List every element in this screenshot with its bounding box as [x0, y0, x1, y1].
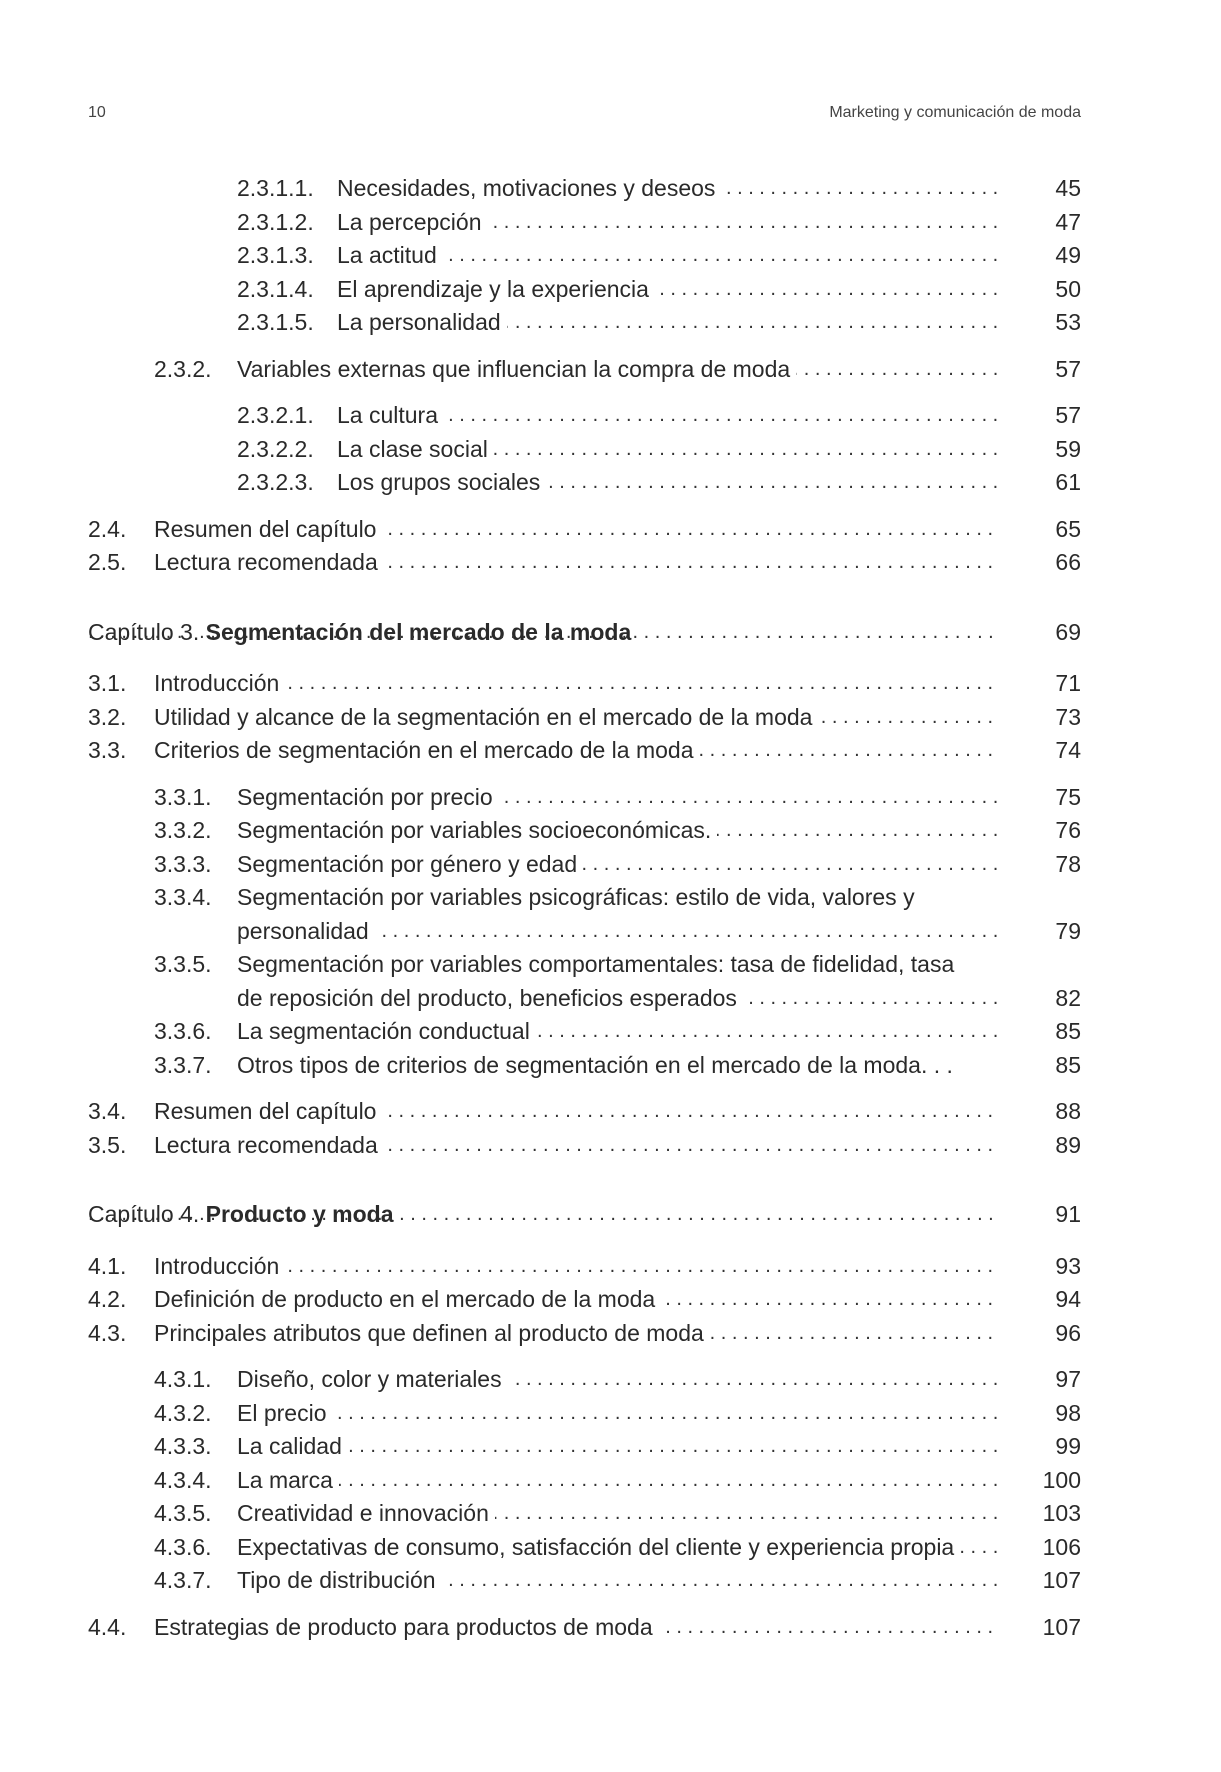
toc-entry [88, 1397, 1081, 1431]
toc-entry-page: 57 [1055, 355, 1081, 382]
toc-entry [88, 667, 1081, 701]
toc-entry-title-text: Los grupos sociales [337, 469, 546, 495]
toc-entry-page: 91 [1055, 1201, 1081, 1227]
toc-entry-title-text: La segmentación conductual [237, 1018, 536, 1044]
toc-entry-title-text: Creatividad e innovación [237, 1500, 495, 1526]
toc-entry-title-text: La percepción [337, 209, 488, 235]
toc-entry-title-text: La marca [237, 1467, 339, 1493]
toc-entry-number: 3.3.4. [154, 884, 212, 910]
toc-entry [88, 781, 1081, 815]
toc-entry [88, 1283, 1081, 1317]
toc-entry-title [154, 1095, 998, 1129]
toc-entry [88, 546, 1081, 580]
toc-entry-title [237, 1531, 998, 1565]
toc-entry-title [154, 513, 998, 547]
toc-entry-page: 76 [1055, 817, 1081, 843]
toc-entry [88, 1095, 1081, 1129]
toc-entry-title [154, 1611, 998, 1645]
toc-entry-title [237, 948, 998, 1015]
toc-entry-title-text: Resumen del capítulo [154, 516, 382, 542]
toc-entry-title-text: Variables externas que influencian la compra de moda [237, 356, 796, 382]
toc-entry-page: 57 [1055, 402, 1081, 428]
toc-entry-page: 97 [1055, 1366, 1081, 1392]
toc-entry-title-text: Introducción [154, 1253, 285, 1279]
toc-entry-page: 78 [1055, 850, 1081, 877]
toc-entry-number: 4.3. [88, 1319, 127, 1346]
toc-entry-page: 47 [1055, 208, 1081, 235]
toc-entry [88, 239, 1081, 273]
toc-entry-page: 71 [1055, 670, 1081, 696]
toc-entry-number: 3.3.5. [154, 951, 212, 977]
toc-entry-page: 82 [1055, 984, 1081, 1011]
toc-entry-title-text: Utilidad y alcance de la segmentación en el mercado de la moda [154, 704, 818, 730]
toc-entry-title [237, 1363, 998, 1397]
toc-chapter-entry [88, 616, 1081, 650]
toc-entry-title [237, 848, 998, 882]
toc-entry [88, 701, 1081, 735]
toc-entry [88, 1464, 1081, 1498]
toc-entry [88, 306, 1081, 340]
toc-entry-page: 75 [1055, 783, 1081, 810]
toc-entry-number: 2.3.2. [154, 355, 212, 382]
toc-entry-page: 107 [1042, 1613, 1081, 1640]
toc-entry-title [154, 546, 998, 580]
toc-entry-number: 3.5. [88, 1131, 127, 1158]
toc-entry-title [337, 172, 998, 206]
toc-entry-title [237, 781, 998, 815]
toc-entry-title-text: Definición de producto en el mercado de la moda [154, 1286, 661, 1312]
toc-entry-title-text: Lectura recomendada [154, 1132, 384, 1158]
header-page-number: 10 [88, 104, 106, 121]
toc-entry-number: 3.3.1. [154, 783, 212, 810]
toc-entry-title [237, 1430, 998, 1464]
toc-entry-title [237, 814, 998, 848]
toc-entry-title-text: Necesidades, motivaciones y deseos [337, 175, 721, 201]
toc-entry-number: 3.3. [88, 737, 127, 763]
toc-entry [88, 1611, 1081, 1645]
toc-entry-title-text: Expectativas de consumo, satisfacción del cliente y experiencia propia [237, 1534, 960, 1560]
toc-entry-title-text: El aprendizaje y la experiencia [337, 276, 655, 302]
toc-entry-page: 94 [1055, 1286, 1081, 1312]
toc-entry-page: 85 [1055, 1051, 1081, 1078]
toc-entry-page: 89 [1055, 1131, 1081, 1158]
toc-entry [88, 814, 1081, 848]
page-header [88, 104, 1081, 128]
toc-entry-page: 85 [1055, 1018, 1081, 1044]
toc-entry [88, 1430, 1081, 1464]
toc-entry-page: 88 [1055, 1098, 1081, 1124]
toc-entry-title-text: Estrategias de producto para productos de moda [154, 1614, 659, 1640]
toc-entry [88, 948, 1081, 1015]
toc-entry-title [337, 306, 998, 340]
toc-entry-title-text: La actitud [337, 242, 443, 268]
toc-entry-number: 4.3.2. [154, 1399, 212, 1426]
toc-entry-page: 49 [1055, 242, 1081, 268]
toc-entry [88, 466, 1081, 500]
chapter-label: Capítulo 4. [88, 1201, 200, 1227]
toc-entry [88, 1317, 1081, 1351]
toc-entry [88, 399, 1081, 433]
toc-entry-number: 2.3.1.4. [237, 275, 314, 302]
toc-entry-title [337, 239, 998, 273]
toc-entry-title-text: La personalidad [337, 309, 507, 335]
toc-entry-number: 4.2. [88, 1286, 127, 1312]
toc-entry [88, 1531, 1081, 1565]
toc-entry [88, 1497, 1081, 1531]
toc-entry-title-text: Lectura recomendada [154, 549, 384, 575]
toc-entry-number: 3.3.6. [154, 1018, 212, 1044]
toc-entry-title-text: Segmentación por variables socioeconómicas. [237, 817, 717, 843]
toc-entry-title [237, 1464, 998, 1498]
toc-entry-title [154, 734, 998, 768]
toc-entry-page: 66 [1055, 549, 1081, 575]
toc-entry-page: 74 [1055, 737, 1081, 763]
toc-entry-page: 98 [1055, 1399, 1081, 1426]
chapter-title: Segmentación del mercado de la moda [206, 619, 638, 645]
toc-entry-number: 2.3.1.3. [237, 242, 314, 268]
toc-entry-page: 65 [1055, 515, 1081, 542]
toc-entry-title [237, 881, 998, 948]
toc-entry-page: 106 [1042, 1533, 1081, 1560]
toc-entry-title [237, 1397, 998, 1431]
toc-entry-number: 4.4. [88, 1613, 127, 1640]
toc-entry-title-line2: de reposición del producto, beneficios esperados [237, 985, 743, 1011]
toc-entry [88, 1129, 1081, 1163]
toc-entry-page: 99 [1055, 1433, 1081, 1459]
toc-entry-title [337, 206, 998, 240]
toc-entry-title [337, 433, 998, 467]
toc-entry [88, 433, 1081, 467]
toc-entry-number: 2.3.1.5. [237, 309, 314, 335]
toc-entry-title [154, 1250, 998, 1284]
toc-entry-number: 3.2. [88, 703, 127, 730]
toc-entry-title-line1: Segmentación por variables comportamentales: tasa de fidelidad, tasa [237, 948, 998, 982]
toc-entry-title [337, 399, 998, 433]
toc-entry-number: 3.3.3. [154, 850, 212, 877]
toc-entry-title-text: Principales atributos que definen al producto de moda [154, 1320, 710, 1346]
toc-entry [88, 513, 1081, 547]
toc-entry-title [154, 701, 998, 735]
toc-entry-page: 96 [1055, 1319, 1081, 1346]
toc-entry-title-text: Tipo de distribución [237, 1567, 442, 1593]
toc-entry-number: 3.4. [88, 1098, 127, 1124]
toc-entry-number: 4.3.6. [154, 1533, 212, 1560]
toc-entry-title-line2: personalidad [237, 918, 375, 944]
toc-entry-number: 2.3.1.2. [237, 208, 314, 235]
toc-entry-number: 4.3.5. [154, 1500, 212, 1526]
toc-entry-number: 4.3.4. [154, 1466, 212, 1493]
toc-entry-title-text: Introducción [154, 670, 285, 696]
toc-entry-number: 2.3.2.2. [237, 435, 314, 462]
toc-entry-page: 53 [1055, 309, 1081, 335]
toc-entry [88, 172, 1081, 206]
toc-entry [88, 1049, 1081, 1083]
toc-entry-number: 2.4. [88, 515, 127, 542]
toc-entry [88, 1564, 1081, 1598]
toc-chapter-entry [88, 1198, 1081, 1232]
toc-entry-number: 3.3.2. [154, 817, 212, 843]
toc-entry-title [154, 1317, 998, 1351]
header-title: Marketing y comunicación de moda [829, 104, 1081, 121]
chapter-title: Producto y moda [206, 1201, 400, 1227]
toc-entry-page: 93 [1055, 1252, 1081, 1279]
toc-entry-title [154, 1283, 998, 1317]
toc-entry-title [154, 667, 998, 701]
toc-entry-title-text: Otros tipos de criterios de segmentación en el mercado de la moda. . . [237, 1052, 959, 1078]
toc-entry [88, 206, 1081, 240]
toc-entry-number: 4.1. [88, 1252, 127, 1279]
toc-entry-number: 3.3.7. [154, 1051, 212, 1078]
toc-entry-title [337, 273, 998, 307]
toc-entry-page: 73 [1055, 703, 1081, 730]
toc-entry-title-text: La cultura [337, 402, 444, 428]
toc-entry [88, 1250, 1081, 1284]
toc-entry-number: 4.3.3. [154, 1433, 212, 1459]
toc-entry-number: 2.3.1.1. [237, 175, 314, 201]
toc-entry-title-text: Diseño, color y materiales [237, 1366, 508, 1392]
toc-entry [88, 353, 1081, 387]
toc-entry-number: 2.5. [88, 549, 127, 575]
toc-entry-number: 2.3.2.1. [237, 402, 314, 428]
toc-entry-title [237, 1049, 998, 1083]
toc-entry-title [237, 1015, 998, 1049]
chapter-label: Capítulo 3. [88, 618, 200, 645]
toc-entry-page: 50 [1055, 275, 1081, 302]
toc-entry-title [237, 1564, 998, 1598]
toc-entry-title [88, 1198, 998, 1232]
toc-entry-title-text: Resumen del capítulo [154, 1098, 382, 1124]
toc-entry-number: 2.3.2.3. [237, 469, 314, 495]
toc-entry-page: 103 [1042, 1500, 1081, 1526]
toc-entry-title-text: La clase social [337, 436, 494, 462]
toc-entry-title [337, 466, 998, 500]
toc-entry-number: 3.1. [88, 670, 127, 696]
toc-entry-title [237, 1497, 998, 1531]
toc-entry-title-text: El precio [237, 1400, 332, 1426]
toc-entry-title [154, 1129, 998, 1163]
toc-entry [88, 848, 1081, 882]
toc-entry-number: 4.3.1. [154, 1366, 212, 1392]
toc-entry-page: 100 [1042, 1466, 1081, 1493]
toc-entry-title-text: Segmentación por precio [237, 784, 499, 810]
toc-entry-title-line1: Segmentación por variables psicográficas: estilo de vida, valores y [237, 881, 998, 915]
toc-entry-page: 107 [1042, 1567, 1081, 1593]
toc-entry-title-text: La calidad [237, 1433, 348, 1459]
toc-entry-number: 4.3.7. [154, 1567, 212, 1593]
toc-entry [88, 1363, 1081, 1397]
toc-entry [88, 734, 1081, 768]
toc-entry-page: 61 [1055, 469, 1081, 495]
toc-entry-page: 45 [1055, 175, 1081, 201]
toc-entry-title-text: Criterios de segmentación en el mercado de la moda [154, 737, 700, 763]
toc-entry-title [88, 616, 998, 650]
toc-entry [88, 881, 1081, 948]
toc-entry-page: 69 [1055, 618, 1081, 645]
table-of-contents [88, 172, 1081, 1644]
toc-entry [88, 1015, 1081, 1049]
toc-entry-page: 79 [1055, 917, 1081, 944]
toc-entry-title [237, 353, 998, 387]
toc-entry-title-text: Segmentación por género y edad [237, 851, 583, 877]
toc-entry-page: 59 [1055, 435, 1081, 462]
toc-entry [88, 273, 1081, 307]
